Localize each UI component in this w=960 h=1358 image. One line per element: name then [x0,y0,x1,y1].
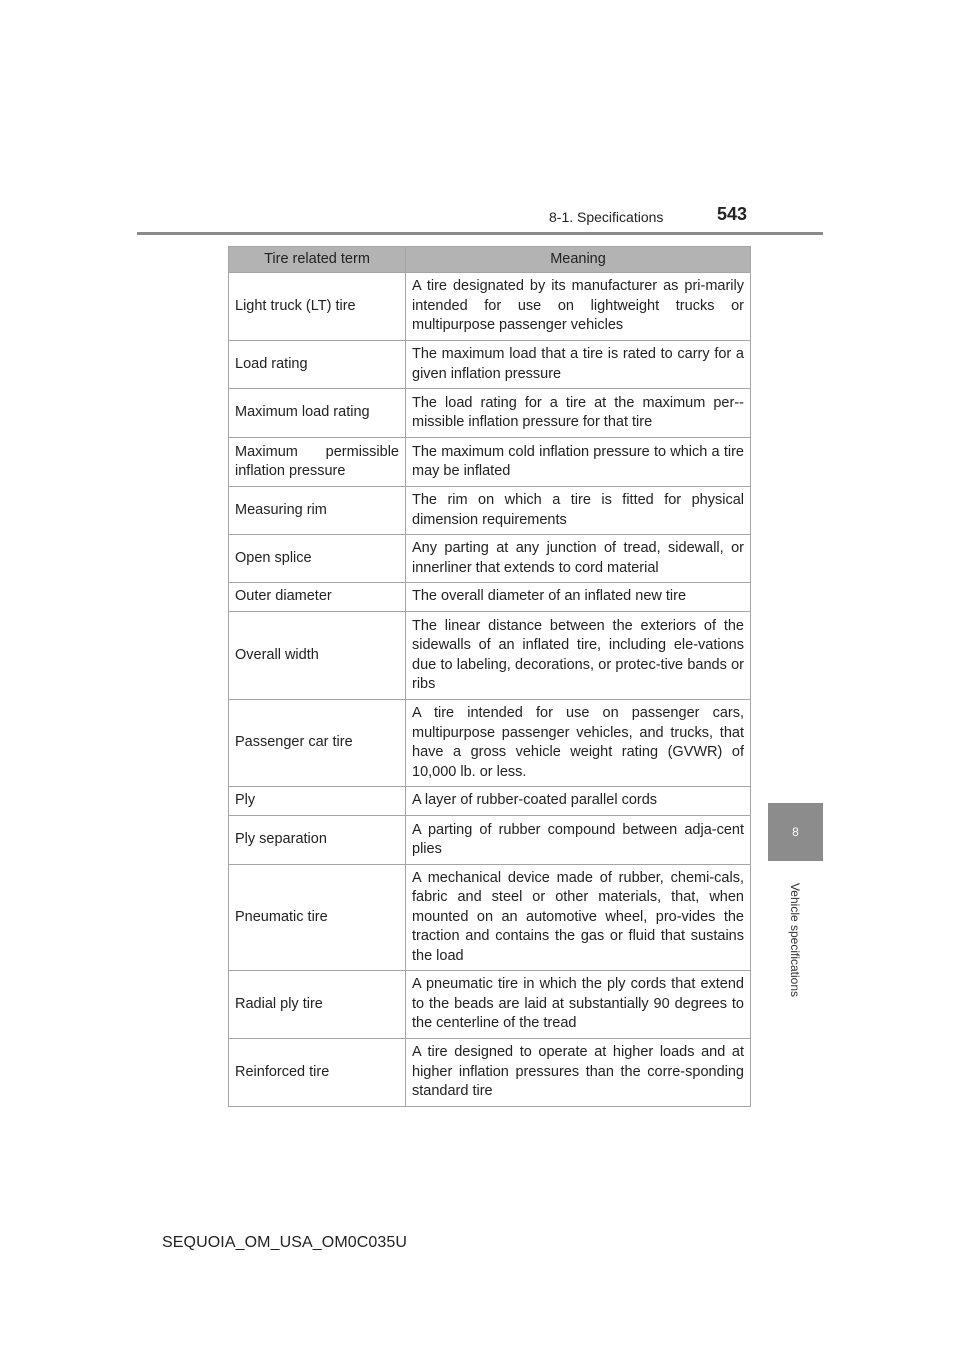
meaning-cell: A tire designated by its manufacturer as pri-marily intended for use on lightweight trucks or multipurpose passenger vehicles [406,273,751,341]
meaning-cell: Any parting at any junction of tread, sidewall, or innerliner that extends to cord material [406,535,751,583]
term-cell: Light truck (LT) tire [229,273,406,341]
meaning-cell: A pneumatic tire in which the ply cords that extend to the beads are laid at substantially 90 degrees to the centerline of the tread [406,971,751,1039]
table-row [229,341,751,389]
term-cell: Radial ply tire [229,971,406,1039]
term-cell: Ply [229,787,406,816]
table-row [229,700,751,787]
section-title: 8-1. Specifications [549,209,664,225]
table-row [229,389,751,438]
chapter-number: 8 [792,825,799,839]
meaning-cell: A mechanical device made of rubber, chemi-cals, fabric and steel or other materials, that, when mounted on an automotive wheel, pro-vides the traction and contains the gas or fluid that sustains the load [406,865,751,971]
chapter-tab [768,803,823,861]
meaning-cell: The overall diameter of an inflated new tire [406,583,751,612]
column-header-term: Tire related term [229,247,406,273]
term-cell: Passenger car tire [229,700,406,787]
meaning-cell: The maximum cold inflation pressure to which a tire may be inflated [406,438,751,487]
term-cell: Load rating [229,341,406,389]
table-row [229,787,751,816]
table-row [229,1039,751,1107]
table-row [229,273,751,341]
table-row [229,865,751,971]
table-header-row [229,247,751,273]
table-row [229,535,751,583]
chapter-title: Vehicle specifications [788,882,803,998]
table-row [229,612,751,700]
chapter-side-label [781,870,809,1010]
term-cell: Reinforced tire [229,1039,406,1107]
page-number: 543 [717,204,748,224]
term-cell: Pneumatic tire [229,865,406,971]
table-row [229,583,751,612]
term-cell: Open splice [229,535,406,583]
column-header-meaning: Meaning [406,247,751,273]
meaning-cell: A parting of rubber compound between adja-cent plies [406,816,751,865]
header-divider [137,232,823,235]
term-cell: Maximum permissible inflation pressure [229,438,406,487]
term-cell: Outer diameter [229,583,406,612]
table-row [229,971,751,1039]
meaning-cell: A tire intended for use on passenger cars, multipurpose passenger vehicles, and trucks, that have a gross vehicle weight rating (GVWR) of 10,000 lb. or less. [406,700,751,787]
term-cell: Ply separation [229,816,406,865]
term-cell: Maximum load rating [229,389,406,438]
term-cell: Measuring rim [229,487,406,535]
term-cell: Overall width [229,612,406,700]
document-code: SEQUOIA_OM_USA_OM0C035U [162,1234,408,1251]
table-row [229,487,751,535]
meaning-cell: A tire designed to operate at higher loads and at higher inflation pressures than the corre-sponding standard tire [406,1039,751,1107]
table-row [229,816,751,865]
meaning-cell: The rim on which a tire is fitted for physical dimension requirements [406,487,751,535]
meaning-cell: The maximum load that a tire is rated to carry for a given inflation pressure [406,341,751,389]
meaning-cell: The load rating for a tire at the maximum per-missible inflation pressure for that tire [406,389,751,438]
meaning-cell: A layer of rubber-coated parallel cords [406,787,751,816]
meaning-cell: The linear distance between the exteriors of the sidewalls of an inflated tire, including ele-vations due to labeling, decorations, or protec-tive bands or ribs [406,612,751,700]
tire-terms-table [228,246,751,1107]
table-row [229,438,751,487]
